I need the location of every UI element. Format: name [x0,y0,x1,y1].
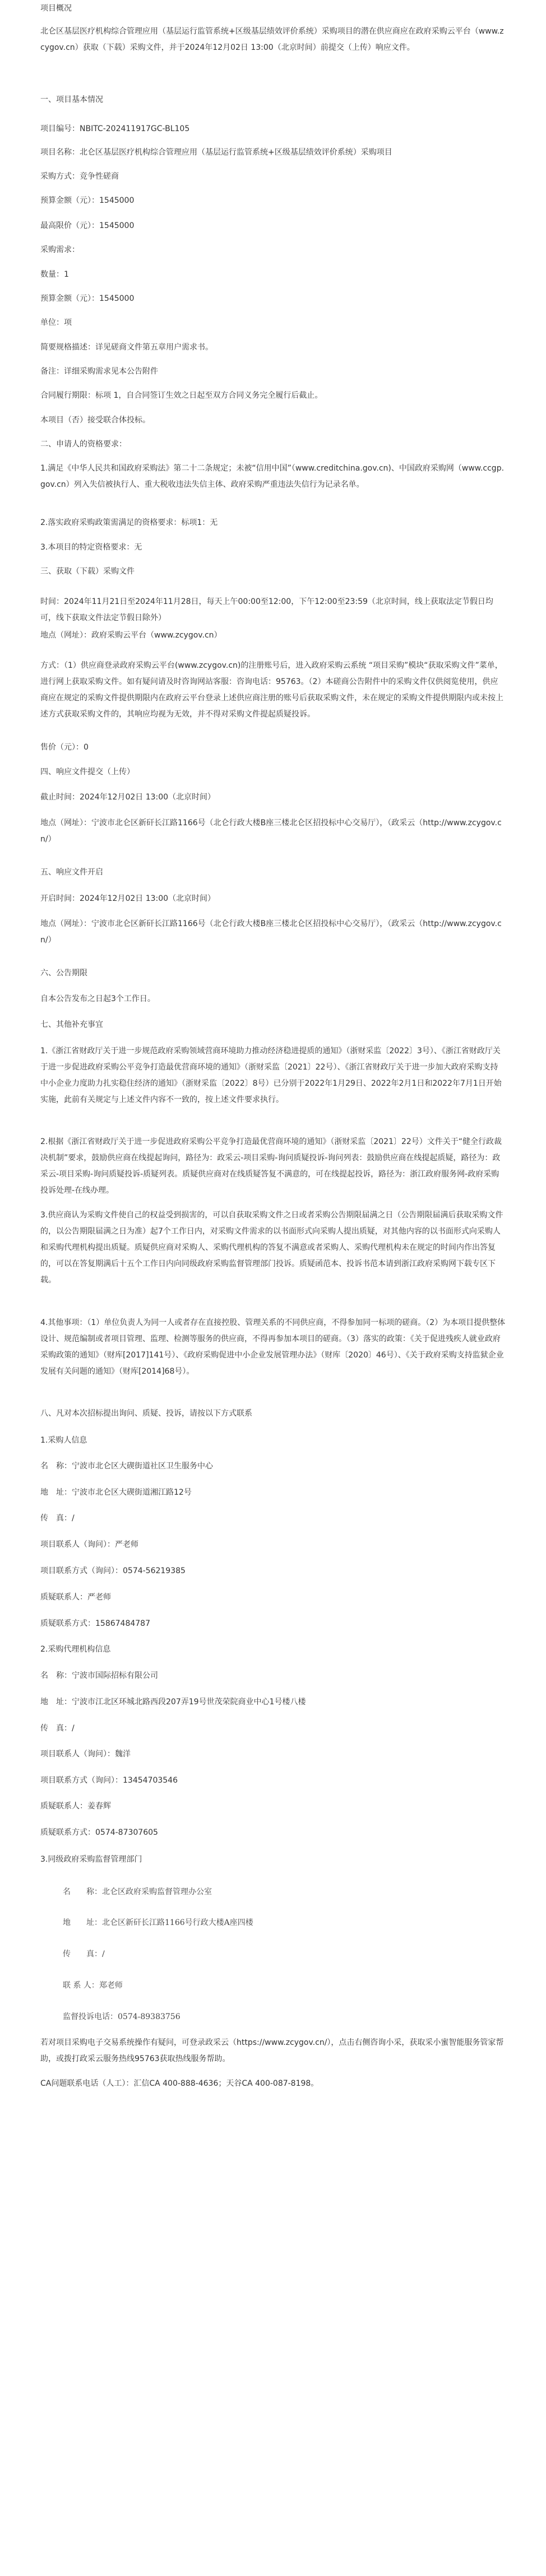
remark: 备注：详细采购需求见本公告附件 [40,367,158,376]
download-place: 地点（网址）：政府采购云平台（www.zcygov.cn） [40,631,222,640]
footer-ca: CA问题联系电话（人工）：汇信CA 400-888-4636；天谷CA 400-087-8198。 [40,2079,319,2088]
other-item-2: 2.根据《浙江省财政厅关于进一步促进政府采购公平竞争打造最优营商环境的通知》（浙财采监〔2021〕22号）文件关于“健全行政裁决机制”要求，鼓励供应商在线提起询问，路径为：政采云-项目采购-询问质疑投诉-询问列表：鼓励供应商在线提起质疑，路径为：政采云-项目采购-询问质疑投诉-质疑列表。质疑供应商对在线质疑答复不满意的，可在线提起投诉，路径为：浙江政府服务网-政府采购投诉处理-在线办理。 [40,1137,502,1195]
section-heading-2: 二、申请人的资格要求： [40,440,127,449]
contact-supervisor-heading: 3.同级政府采购监督管理部门 [40,1855,142,1864]
contract-period: 合同履行期限：标项 1，自合同签订生效之日起至双方合同义务完全履行后截止。 [40,391,323,400]
other-item-3: 3.供应商认为采购文件使自己的权益受到损害的，可以自获取采购文件之日或者采购公告期限届满之日（公告期限届满后获取采购文件的，以公告期限届满之日为准）起7个工作日内，对采购文件需求的以书面形式向采购人提出质疑，对其他内容的以书面形式向采购人和采购代理机构提出质疑。质疑供应商对采购人、采购代理机构的答复不满意或者采购人、采购代理机构未在规定的时间内作出答复的，可以在答复期满后十五个工作日内向同级政府采购监督管理部门投诉。质疑函范本、投诉书范本请到浙江政府采购网下载专区下载。 [40,1211,503,1285]
agency-fax: 传 真：/ [40,1724,75,1733]
purchaser-query-phone: 质疑联系方式：15867484787 [40,1619,150,1628]
quantity: 数量：1 [40,270,69,279]
purchaser-phone: 项目联系方式（询问）：0574-56219385 [40,1566,186,1575]
section-heading-5: 五、响应文件开启 [40,868,103,877]
contact-purchaser-heading: 1.采购人信息 [40,1436,87,1445]
submit-deadline: 截止时间：2024年12月02日 13:00（北京时间） [40,793,216,802]
supervisor-name: 名 称：北仑区政府采购监督管理办公室 [63,1887,212,1896]
supervisor-fax: 传 真：/ [63,1950,105,1959]
consortium: 本项目（否）接受联合体投标。 [40,416,150,425]
price: 售价（元）：0 [40,743,89,752]
section-heading-8: 八、凡对本次招标提出询问、质疑、投诉，请按以下方式联系 [40,1409,252,1418]
supervisor-address: 地 址：北仑区新矸长江路1166号行政大楼A座四楼 [63,1918,253,1927]
notice-period: 自本公告发布之日起3个工作日。 [40,994,155,1003]
supervisor-contact: 联 系 人：郑老师 [63,1981,123,1990]
project-name: 项目名称：北仑区基层医疗机构综合管理应用（基层运行监管系统+区级基层绩效评价系统）采购项目 [40,148,392,157]
section-heading-4: 四、响应文件提交（上传） [40,768,135,776]
budget-amount-2: 预算金额（元）：1545000 [40,294,135,303]
open-place: 地点（网址）：宁波市北仑区新矸长江路1166号（北仑行政大楼B座三楼北仑区招投标中心交易厅），（政采云（http://www.zcygov.cn/） [40,919,502,945]
agency-phone: 项目联系方式（询问）：13454703546 [40,1776,178,1785]
section-heading-7: 七、其他补充事宜 [40,1020,103,1029]
budget-amount: 预算金额（元）：1545000 [40,196,135,205]
agency-contact: 项目联系人（询问）：魏洋 [40,1750,131,1759]
section-heading-overview: 项目概况 [40,4,72,13]
purchaser-fax: 传 真：/ [40,1514,75,1523]
agency-query-phone: 质疑联系方式：0574-87307605 [40,1828,158,1837]
max-price: 最高限价（元）：1545000 [40,221,135,230]
qualification-2: 2.落实政府采购政策需满足的资格要求：标项1：无 [40,518,218,527]
procurement-method: 采购方式：竞争性磋商 [40,172,119,181]
purchaser-name: 名 称：宁波市北仑区大碶街道社区卫生服务中心 [40,1462,213,1471]
section-heading-1: 一、项目基本情况 [40,95,103,104]
supervisor-complaint-phone: 监督投诉电话：0574-89383756 [63,2012,181,2021]
footer-help: 若对项目采购电子交易系统操作有疑问，可登录政采云（https://www.zcygov.cn/），点击右侧咨询小采，获取采小蜜智能服务管家帮助，或拨打政采云服务热线95763获取热线服务帮助。 [40,2038,504,2063]
agency-query-contact: 质疑联系人：姜春辉 [40,1802,111,1811]
purchaser-address: 地 址：宁波市北仑区大碶街道湘江路12号 [40,1488,192,1497]
agency-name: 名 称：宁波市国际招标有限公司 [40,1671,158,1680]
agency-address: 地 址：宁波市江北区环城北路西段207弄19号世茂荣院商业中心1号楼八楼 [40,1698,306,1707]
other-item-1: 1.《浙江省财政厅关于进一步规范政府采购领域营商环境助力推动经济稳进提质的通知》（浙财采监〔2022〕3号）、《浙江省财政厅关于进一步促进政府采购公平竞争打造最优营商环境的通知》（浙财采监〔2021〕22号）、《浙江省财政厅关于进一步加大政府采购支持中小企业力度助力扎实稳住经济的通知》（浙财采监〔2022〕8号）已分别于2022年1月29日、2022年2月1日和2022年7月1日开始实施，此前有关规定与上述文件内容不一致的，按上述文件要求执行。 [40,1047,502,1104]
submit-place: 地点（网址）：宁波市北仑区新矸长江路1166号（北仑行政大楼B座三楼北仑区招投标中心交易厅），（政采云（http://www.zcygov.cn/） [40,819,502,844]
download-method: 方式：（1）供应商登录政府采购云平台(www.zcygov.cn)的注册账号后，进入政府采购云系统 “项目采购”模块“获取采购文件”菜单，进行网上获取采购文件。如有疑问请及时咨询网站客服：咨询电话：95763。（2）本磋商公告附件中的采购文件仅供阅览使用，供应商应在规定的采购文件提供期限内在政府云平台登录上述供应商注册的账号后获取采购文件，未在规定的采购文件提供期限内或未按上述方式获取采购文件的，其响应均视为无效，并不得对采购文件提起质疑投诉。 [40,661,503,719]
project-number: 项目编号：NBITC-202411917GC-BL105 [40,124,190,133]
qualification-3: 3.本项目的特定资格要求：无 [40,543,142,552]
contact-agency-heading: 2.采购代理机构信息 [40,1645,111,1654]
purchaser-contact: 项目联系人（询问）：严老师 [40,1540,138,1549]
download-time: 时间：2024年11月21日至2024年11月28日，每天上午00:00至12:00，下午12:00至23:59（北京时间，线上获取法定节假日均可，线下获取文件法定节假日除外） [40,597,493,622]
section-heading-3: 三、获取（下载）采购文件 [40,567,135,576]
section-heading-6: 六、公告期限 [40,969,87,978]
qualification-1: 1.满足《中华人民共和国政府采购法》第二十二条规定；未被“信用中国”（www.creditchina.gov.cn)、中国政府采购网（www.ccgp.gov.cn）列入失信被执行人、重大税收违法失信主体、政府采购严重违法失信行为记录名单。 [40,464,505,489]
unit: 单位：项 [40,318,72,327]
open-time: 开启时间：2024年12月02日 13:00（北京时间） [40,894,216,903]
demand-heading: 采购需求： [40,245,80,254]
purchaser-query-contact: 质疑联系人：严老师 [40,1593,111,1602]
spec-description: 简要规格描述：详见磋商文件第五章用户需求书。 [40,343,213,352]
lead-paragraph: 北仑区基层医疗机构综合管理应用（基层运行监管系统+区级基层绩效评价系统）采购项目的潜在供应商应在政府采购云平台（www.zcygov.cn）获取（下载）采购文件，并于2024年12月02日 13:00（北京时间）前提交（上传）响应文件。 [40,27,504,52]
other-item-4: 4.其他事项：（1）单位负责人为同一人或者存在直接控股、管理关系的不同供应商，不得参加同一标项的磋商。（2）为本项目提供整体设计、规范编制或者项目管理、监理、检测等服务的供应商，不得再参加本项目的磋商。（3）落实的政策：《关于促进残疾人就业政府采购政策的通知》（财库[2017]141号）、《政府采购促进中小企业发展管理办法》（财库〔2020〕46号）、《关于政府采购支持监狱企业发展有关问题的通知》（财库[2014]68号）。 [40,1318,506,1376]
